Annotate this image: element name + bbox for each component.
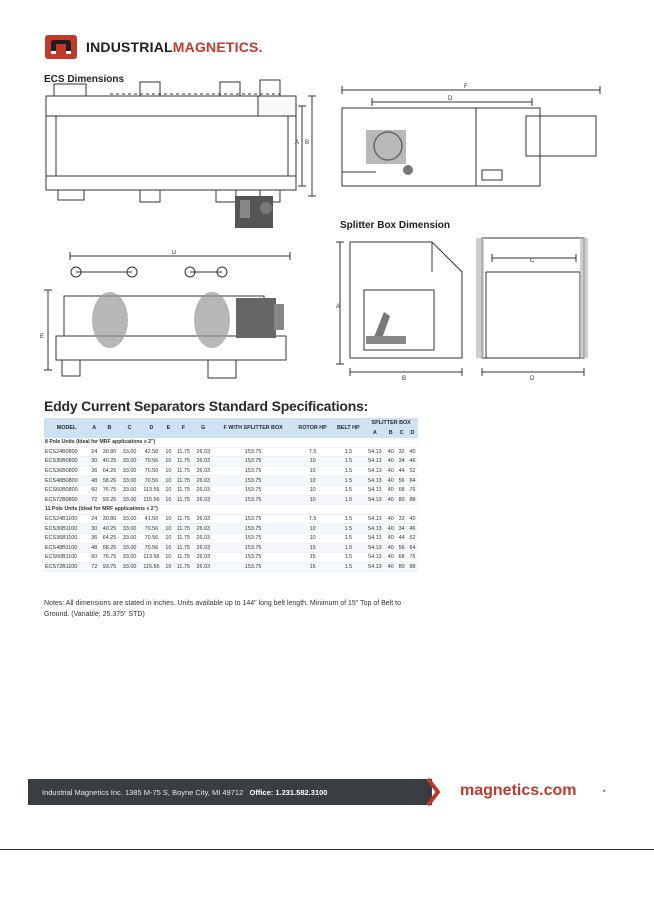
table-cell: 54.13 xyxy=(364,524,385,534)
table-cell: 70.56 xyxy=(140,533,164,543)
table-cell: 10 xyxy=(163,553,173,563)
brand-name-part2: MAGNETICS. xyxy=(172,39,263,55)
table-cell: 26.03 xyxy=(193,495,213,505)
table-cell: 1.5 xyxy=(332,524,364,534)
ecs-top-view-drawing xyxy=(40,76,325,236)
table-cell: 40 xyxy=(385,476,396,486)
group-label: 8 Pole Units (Ideal for MRF applications ≥ 2") xyxy=(44,438,418,447)
table-cell: 64 xyxy=(407,476,418,486)
table-cell: 153.75 xyxy=(213,447,293,457)
table-cell: 54.13 xyxy=(364,466,385,476)
col-header: G xyxy=(193,418,213,438)
table-cell: 54.13 xyxy=(364,485,385,495)
table-cell: 36 xyxy=(89,466,99,476)
table-cell: 33.00 xyxy=(120,476,140,486)
table-cell: 42.50 xyxy=(140,447,164,457)
table-cell: 26.03 xyxy=(193,562,213,572)
table-cell: 10 xyxy=(163,457,173,467)
table-cell: 153.75 xyxy=(213,543,293,553)
table-cell: 70.56 xyxy=(140,466,164,476)
col-header: ROTOR HP xyxy=(293,418,332,438)
table-cell: 26.03 xyxy=(193,533,213,543)
notes-text: Notes: All dimensions are stated in inches. Units available up to 144" long belt length. Minimum of 15" Top of Belt to Ground. (Variable; 25.375" STD) xyxy=(44,600,401,618)
table-cell: 40 xyxy=(407,447,418,457)
table-cell: 10 xyxy=(163,533,173,543)
table-cell: 33.00 xyxy=(120,553,140,563)
table-cell: 40 xyxy=(385,543,396,553)
scan-edge-line xyxy=(0,849,654,850)
scan-mark: ▪ xyxy=(603,788,606,795)
table-cell: 70.56 xyxy=(140,543,164,553)
table-cell: 26.03 xyxy=(193,447,213,457)
footer-address: Industrial Magnetics Inc. 1385 M-75 S, Boyne City, MI 49712 xyxy=(42,788,244,797)
table-cell: 11.75 xyxy=(174,495,194,505)
dim-letter-d-splitter: D xyxy=(530,376,535,382)
table-cell: 11.75 xyxy=(174,485,194,495)
table-cell: 10 xyxy=(293,476,332,486)
model-cell: ECS36B1100 xyxy=(44,533,89,543)
table-cell: 7.5 xyxy=(293,514,332,524)
table-cell: 60 xyxy=(89,485,99,495)
table-cell: 1.5 xyxy=(332,447,364,457)
table-cell: 153.75 xyxy=(213,485,293,495)
table-cell: 153.75 xyxy=(213,514,293,524)
table-cell: 26.03 xyxy=(193,543,213,553)
table-cell: 76 xyxy=(407,485,418,495)
table-cell: 54.13 xyxy=(364,543,385,553)
table-cell: 40.25 xyxy=(99,457,119,467)
dim-letter-d-side: D xyxy=(172,250,177,256)
table-cell: 15 xyxy=(293,562,332,572)
table-cell: 40 xyxy=(385,533,396,543)
table-cell: 15 xyxy=(293,543,332,553)
model-cell: ECS24B0800 xyxy=(44,447,89,457)
table-cell: 1.5 xyxy=(332,533,364,543)
table-cell: 113.56 xyxy=(140,485,164,495)
table-cell: 68 xyxy=(396,485,407,495)
model-cell: ECS60B0800 xyxy=(44,485,89,495)
table-cell: 33.00 xyxy=(120,466,140,476)
table-cell: 153.75 xyxy=(213,476,293,486)
table-cell: 48 xyxy=(89,543,99,553)
model-cell: ECS36B0800 xyxy=(44,466,89,476)
brand-name-part1: INDUSTRIAL xyxy=(86,39,173,55)
table-cell: 52 xyxy=(407,533,418,543)
table-cell: 58.26 xyxy=(99,476,119,486)
table-cell: 56 xyxy=(396,543,407,553)
dim-letter-b-splitter: B xyxy=(402,376,407,382)
table-cell: 40 xyxy=(385,457,396,467)
table-cell: 41.56 xyxy=(140,514,164,524)
table-cell: 153.75 xyxy=(213,524,293,534)
table-cell: 113.56 xyxy=(140,553,164,563)
table-row xyxy=(44,543,418,553)
table-cell: 32 xyxy=(396,514,407,524)
model-cell: ECS72B1100 xyxy=(44,562,89,572)
col-header: B xyxy=(385,428,396,438)
table-cell: 115.56 xyxy=(140,562,164,572)
table-cell: 93.75 xyxy=(99,562,119,572)
dim-letter-a-splitter: A xyxy=(336,304,341,310)
table-cell: 88 xyxy=(407,562,418,572)
table-cell: 11.75 xyxy=(174,466,194,476)
table-row xyxy=(44,447,418,457)
model-cell: ECS60B1100 xyxy=(44,553,89,563)
table-cell: 33.00 xyxy=(120,524,140,534)
table-cell: 10 xyxy=(163,524,173,534)
table-cell: 93.25 xyxy=(99,495,119,505)
table-cell: 40 xyxy=(385,562,396,572)
table-cell: 10 xyxy=(163,495,173,505)
table-cell: 1.5 xyxy=(332,457,364,467)
table-cell: 70.56 xyxy=(140,476,164,486)
table-cell: 34 xyxy=(396,524,407,534)
table-cell: 30.80 xyxy=(99,514,119,524)
table-cell: 11.75 xyxy=(174,553,194,563)
dim-letter-d-top: D xyxy=(448,96,453,102)
col-header: MODEL xyxy=(44,418,89,438)
table-cell: 11.75 xyxy=(174,543,194,553)
table-cell: 11.75 xyxy=(174,514,194,524)
table-cell: 32 xyxy=(396,447,407,457)
table-cell: 1.5 xyxy=(332,562,364,572)
table-cell: 34 xyxy=(396,457,407,467)
table-cell: 72 xyxy=(89,562,99,572)
table-cell: 11.75 xyxy=(174,533,194,543)
dim-letter-a: A xyxy=(295,140,300,146)
table-cell: 10 xyxy=(293,457,332,467)
table-cell: 70.56 xyxy=(140,457,164,467)
table-cell: 40 xyxy=(385,514,396,524)
table-cell: 1.5 xyxy=(332,553,364,563)
specs-table xyxy=(44,418,418,572)
group-row xyxy=(44,438,418,447)
table-cell: 10 xyxy=(293,495,332,505)
table-cell: 54.13 xyxy=(364,562,385,572)
table-cell: 11.75 xyxy=(174,562,194,572)
table-cell: 153.75 xyxy=(213,495,293,505)
col-header: B xyxy=(99,418,119,438)
table-cell: 10 xyxy=(163,543,173,553)
table-cell: 153.75 xyxy=(213,562,293,572)
website-link[interactable]: magnetics.com xyxy=(460,782,577,799)
table-row xyxy=(44,476,418,486)
table-cell: 40 xyxy=(385,447,396,457)
table-cell: 76.75 xyxy=(99,553,119,563)
model-cell: ECS48B1100 xyxy=(44,543,89,553)
table-cell: 153.75 xyxy=(213,533,293,543)
table-cell: 54.13 xyxy=(364,447,385,457)
table-cell: 26.03 xyxy=(193,457,213,467)
table-row xyxy=(44,562,418,572)
ecs-dimensions-label: ECS Dimensions xyxy=(44,74,125,85)
table-cell: 33.00 xyxy=(120,533,140,543)
table-cell: 88 xyxy=(407,495,418,505)
table-cell: 26.03 xyxy=(193,485,213,495)
table-row xyxy=(44,485,418,495)
table-cell: 11.75 xyxy=(174,476,194,486)
table-row xyxy=(44,466,418,476)
table-cell: 80 xyxy=(396,495,407,505)
table-cell: 7.5 xyxy=(293,447,332,457)
col-header: E xyxy=(163,418,173,438)
col-header: BELT HP xyxy=(332,418,364,438)
ecs-side-view-drawing xyxy=(40,250,325,385)
table-row xyxy=(44,514,418,524)
splitter-box-header: SPLITTER BOX xyxy=(364,418,418,428)
dim-letter-e: E xyxy=(40,334,45,340)
model-cell: ECS30B0800 xyxy=(44,457,89,467)
table-cell: 44 xyxy=(396,466,407,476)
ecs-end-view-drawing xyxy=(336,76,616,196)
table-cell: 54.13 xyxy=(364,514,385,524)
table-cell: 64 xyxy=(407,543,418,553)
table-cell: 10 xyxy=(163,466,173,476)
table-cell: 1.5 xyxy=(332,514,364,524)
col-header: C xyxy=(396,428,407,438)
table-cell: 30 xyxy=(89,524,99,534)
table-cell: 56 xyxy=(396,476,407,486)
table-cell: 64.25 xyxy=(99,533,119,543)
magnet-logo-icon xyxy=(44,34,78,60)
table-cell: 1.5 xyxy=(332,495,364,505)
table-cell: 54.13 xyxy=(364,476,385,486)
footer-office: Office: 1.231.582.3100 xyxy=(249,788,328,797)
table-cell: 11.75 xyxy=(174,524,194,534)
table-cell: 64.26 xyxy=(99,466,119,476)
table-cell: 153.75 xyxy=(213,553,293,563)
table-cell: 1.5 xyxy=(332,476,364,486)
table-cell: 68 xyxy=(396,553,407,563)
table-cell: 33.00 xyxy=(120,562,140,572)
table-cell: 33.00 xyxy=(120,543,140,553)
table-cell: 153.75 xyxy=(213,457,293,467)
model-cell: ECS48B0800 xyxy=(44,476,89,486)
col-header: A xyxy=(364,428,385,438)
table-cell: 52 xyxy=(407,466,418,476)
table-cell: 15 xyxy=(293,553,332,563)
table-cell: 30.80 xyxy=(99,447,119,457)
table-cell: 33.00 xyxy=(120,447,140,457)
table-cell: 40 xyxy=(385,495,396,505)
table-row xyxy=(44,533,418,543)
table-cell: 24 xyxy=(89,514,99,524)
group-label: 11 Pole Units (Ideal for MRF applications ≤ 2") xyxy=(44,505,418,515)
table-cell: 70.56 xyxy=(140,524,164,534)
dim-letter-c: C xyxy=(530,258,535,264)
specs-title: Eddy Current Separators Standard Specifications: xyxy=(44,398,369,414)
col-header: C xyxy=(120,418,140,438)
table-cell: 54.13 xyxy=(364,533,385,543)
table-cell: 26.03 xyxy=(193,466,213,476)
table-cell: 40.25 xyxy=(99,524,119,534)
col-header: D xyxy=(407,428,418,438)
table-row xyxy=(44,457,418,467)
group-row xyxy=(44,505,418,515)
table-cell: 10 xyxy=(293,485,332,495)
table-cell: 33.00 xyxy=(120,485,140,495)
table-cell: 46 xyxy=(407,457,418,467)
col-header: F xyxy=(174,418,194,438)
table-cell: 115.56 xyxy=(140,495,164,505)
table-cell: 40 xyxy=(385,524,396,534)
table-cell: 76.75 xyxy=(99,485,119,495)
table-cell: 10 xyxy=(163,447,173,457)
specs-body xyxy=(44,438,418,572)
table-cell: 10 xyxy=(293,466,332,476)
footer-contact xyxy=(42,788,327,797)
table-cell: 11.75 xyxy=(174,447,194,457)
table-cell: 44 xyxy=(396,533,407,543)
model-cell: ECS24B1100 xyxy=(44,514,89,524)
table-cell: 24 xyxy=(89,447,99,457)
table-cell: 36 xyxy=(89,533,99,543)
table-cell: 26.03 xyxy=(193,553,213,563)
table-cell: 54.13 xyxy=(364,457,385,467)
specs-header-row-top xyxy=(44,418,418,428)
col-header: A xyxy=(89,418,99,438)
table-cell: 10 xyxy=(163,514,173,524)
table-cell: 1.5 xyxy=(332,485,364,495)
table-cell: 40 xyxy=(385,466,396,476)
table-row xyxy=(44,495,418,505)
table-cell: 58.25 xyxy=(99,543,119,553)
model-cell: ECS30B1100 xyxy=(44,524,89,534)
table-cell: 40 xyxy=(385,553,396,563)
splitter-box-drawing xyxy=(336,232,616,382)
brand-logo xyxy=(44,34,263,60)
table-cell: 33.00 xyxy=(120,514,140,524)
table-cell: 26.03 xyxy=(193,514,213,524)
table-cell: 153.75 xyxy=(213,466,293,476)
table-cell: 10 xyxy=(163,485,173,495)
table-cell: 46 xyxy=(407,524,418,534)
table-cell: 40 xyxy=(407,514,418,524)
table-cell: 11.75 xyxy=(174,457,194,467)
table-cell: 10 xyxy=(163,476,173,486)
chevron-right-icon xyxy=(426,777,440,807)
table-cell: 54.13 xyxy=(364,495,385,505)
table-cell: 33.00 xyxy=(120,457,140,467)
table-cell: 76 xyxy=(407,553,418,563)
table-cell: 54.13 xyxy=(364,553,385,563)
col-header: D xyxy=(140,418,164,438)
col-header: F WITH SPLITTER BOX xyxy=(213,418,293,438)
table-cell: 72 xyxy=(89,495,99,505)
table-cell: 26.03 xyxy=(193,524,213,534)
model-cell: ECS72B0800 xyxy=(44,495,89,505)
table-cell: 33.00 xyxy=(120,495,140,505)
splitter-box-label: Splitter Box Dimension xyxy=(340,220,451,231)
table-row xyxy=(44,553,418,563)
dim-letter-b: B xyxy=(305,140,310,146)
dim-letter-f: F xyxy=(464,84,468,90)
table-cell: 40 xyxy=(385,485,396,495)
table-cell: 10 xyxy=(163,562,173,572)
table-row xyxy=(44,524,418,534)
brand-name xyxy=(86,39,263,55)
table-cell: 1.5 xyxy=(332,466,364,476)
table-cell: 80 xyxy=(396,562,407,572)
table-cell: 10 xyxy=(293,533,332,543)
table-cell: 60 xyxy=(89,553,99,563)
table-cell: 10 xyxy=(293,524,332,534)
table-cell: 1.5 xyxy=(332,543,364,553)
table-cell: 30 xyxy=(89,457,99,467)
table-cell: 48 xyxy=(89,476,99,486)
table-cell: 26.03 xyxy=(193,476,213,486)
